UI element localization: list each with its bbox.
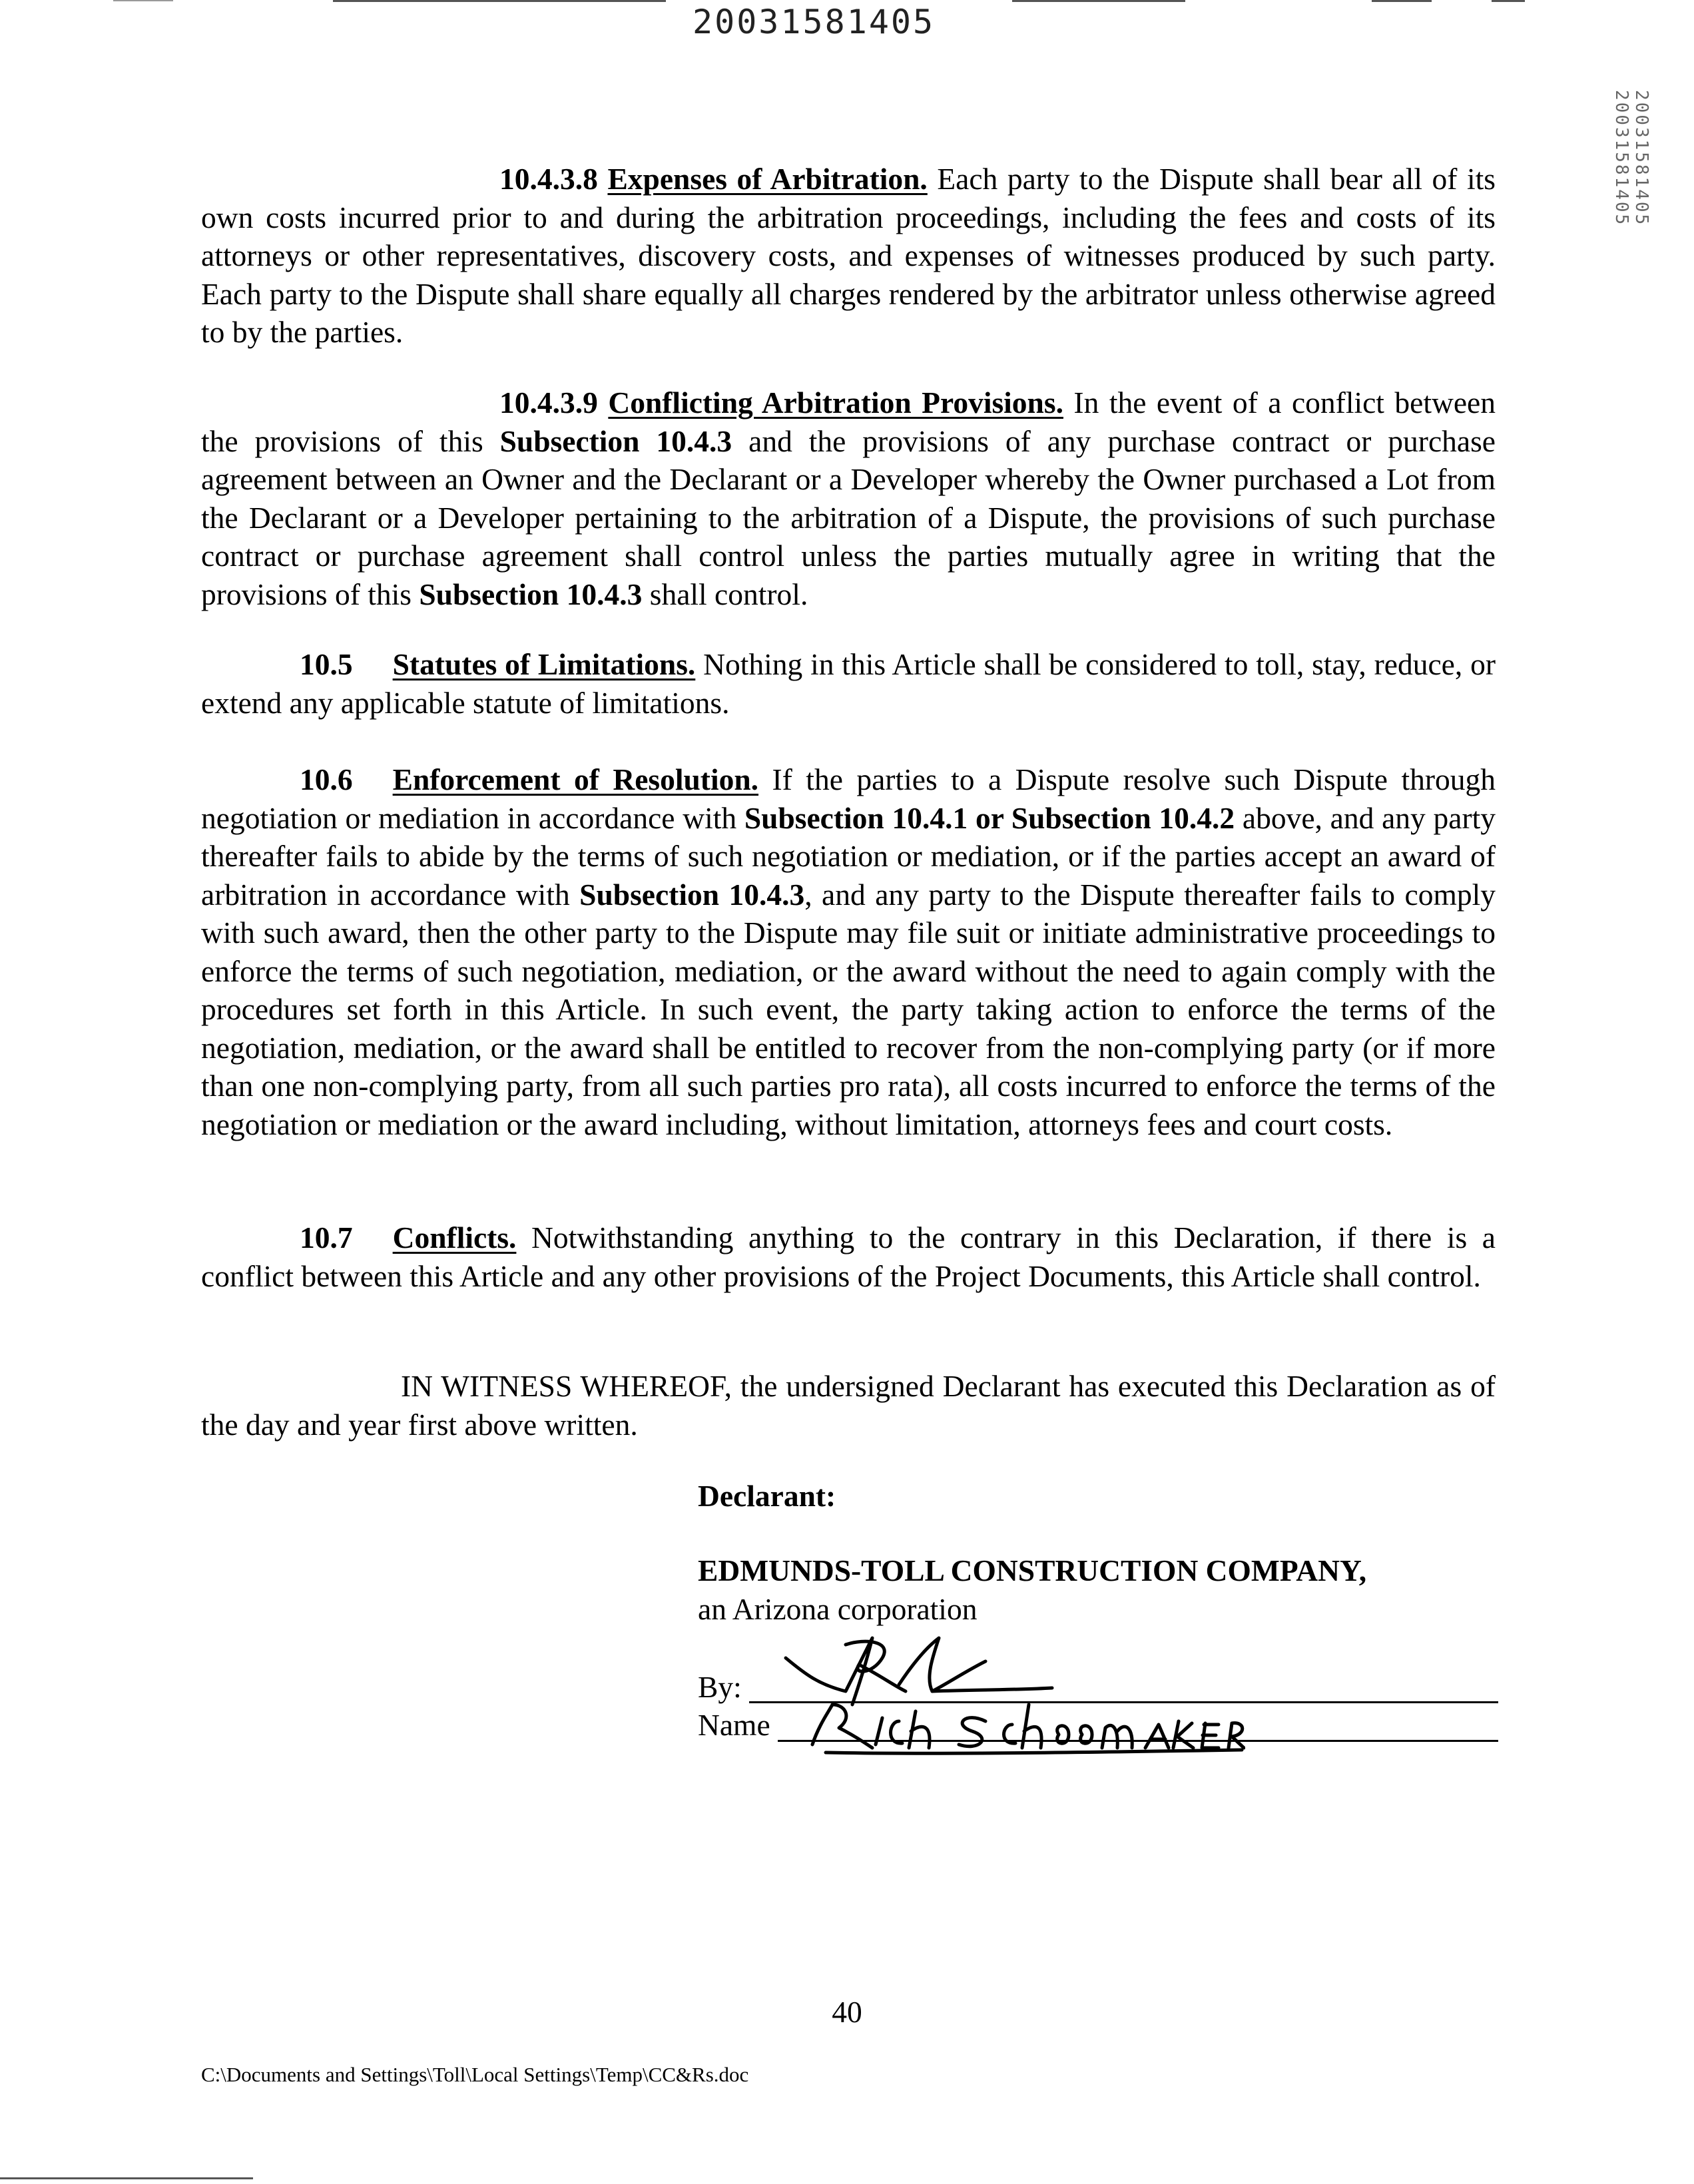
handwritten-signature (766, 1611, 1245, 1765)
scan-artifact-top-3 (1012, 0, 1185, 2)
section-paragraph (201, 384, 1496, 613)
subsection-reference: Subsection 10.4.3 (579, 877, 805, 912)
section-10-5 (201, 645, 1496, 722)
section-10-6 (201, 760, 1496, 1143)
section-heading: Conflicting Arbitration Provisions. (608, 386, 1063, 419)
section-text: above, and any party thereafter fails to abide by the terms of such negotiation or mediation, or if the parties accept an award of arbitration in accordance with (201, 800, 1496, 912)
section-text: Each party to the Dispute shall bear all of its own costs incurred prior to and during the arbitration proceedings, including the fees and costs of its attorneys or other representatives, discovery costs, and expenses of witnesses produced by such party. Each party to the Dispute shall share equally all charges rendered by the arbitrator unless otherwise agreed to by the parties. (201, 162, 1496, 349)
section-text: Notwithstanding anything to the contrary in this Declaration, if there is a conflict between this Article and any other provisions of the Project Documents, this Article shall control. (201, 1221, 1496, 1293)
section-10-7 (201, 1219, 1496, 1295)
section-number: 10.5 (300, 647, 353, 681)
declarant-label-text: Declarant: (698, 1479, 836, 1513)
section-heading: Statutes of Limitations. (392, 647, 696, 681)
section-text: If the parties to a Dispute resolve such Dispute through negotiation or mediation in accordance with (201, 762, 1496, 835)
side-stamp-text: 20031581405 20031581405 (1611, 90, 1651, 227)
section-heading: Conflicts. (392, 1221, 517, 1254)
subsection-reference: Subsection 10.4.3 (419, 577, 643, 611)
section-heading: Enforcement of Resolution. (392, 762, 759, 796)
section-text: and the provisions of any purchase contract or purchase agreement between an Owner and the Declarant or a Developer whereby the Owner purchased a Lot from the Declarant or a Developer pertaining to the arbitration of a Dispute, the provisions of such purchase contract or purchase agreement shall control unless the parties mutually agree in writing that the provisions of this (201, 423, 1496, 611)
subsection-reference: Subsection 10.4.1 or Subsection 10.4.2 (744, 800, 1235, 835)
scan-artifact-top-5 (1492, 0, 1525, 2)
side-stamp (1598, 90, 1651, 303)
declarant-label (698, 1477, 1497, 1515)
by-label: By: (698, 1670, 742, 1704)
section-text: In the event of a conflict between the provisions of this (201, 386, 1496, 458)
section-10-4-3-9 (201, 384, 1496, 613)
witness-text: IN WITNESS WHEREOF, the undersigned Declarant has executed this Declaration as of the day and year first above written. (201, 1369, 1496, 1442)
document-number: 20031581405 (693, 3, 936, 41)
witness-clause (201, 1367, 1496, 1444)
section-spacer (598, 162, 608, 196)
section-paragraph (201, 160, 1496, 352)
section-10-4-3-8 (201, 160, 1496, 352)
section-number: 10.7 (300, 1221, 353, 1254)
scan-artifact-bottom (0, 2177, 253, 2179)
page-number: 40 (832, 1995, 862, 2029)
name-label: Name (698, 1708, 770, 1742)
section-text: Nothing in this Article shall be considered to toll, stay, reduce, or extend any applicable statute of limitations. (201, 647, 1496, 720)
company-description: an Arizona corporation (698, 1591, 978, 1626)
file-path: C:\Documents and Settings\Toll\Local Settings\Temp\CC&Rs.doc (201, 2063, 749, 2086)
section-paragraph (201, 645, 1496, 722)
section-number: 10.6 (300, 762, 353, 796)
section-text: , and any party to the Dispute thereafter fails to comply with such award, then the other party to the Dispute may file suit or initiate administrative proceedings to enforce the terms of such negotiation, mediation, or the award without the need to again comply with the procedures set forth in this Article. In such event, the party taking action to enforce the terms of the negotiation, mediation, or the award shall be entitled to recover from the non-complying party (or if more than one non-complying party, from all such parties pro rata), all costs incurred to enforce the terms of the negotiation or mediation or the award including, without limitation, attorneys fees and court costs. (201, 877, 1496, 1141)
company-name: EDMUNDS-TOLL CONSTRUCTION COMPANY, (698, 1553, 1367, 1587)
section-heading: Expenses of Arbitration. (607, 162, 928, 196)
section-number: 10.4.3.8 (499, 162, 598, 196)
section-paragraph (201, 760, 1496, 1143)
subsection-reference: Subsection 10.4.3 (499, 423, 732, 458)
section-text: shall control. (642, 577, 808, 611)
section-paragraph (201, 1219, 1496, 1295)
section-spacer (598, 386, 608, 419)
scan-artifact-top-2 (333, 0, 666, 2)
section-number: 10.4.3.9 (499, 386, 598, 419)
scan-artifact-top-1 (113, 0, 173, 1)
scan-artifact-top-4 (1372, 0, 1432, 2)
